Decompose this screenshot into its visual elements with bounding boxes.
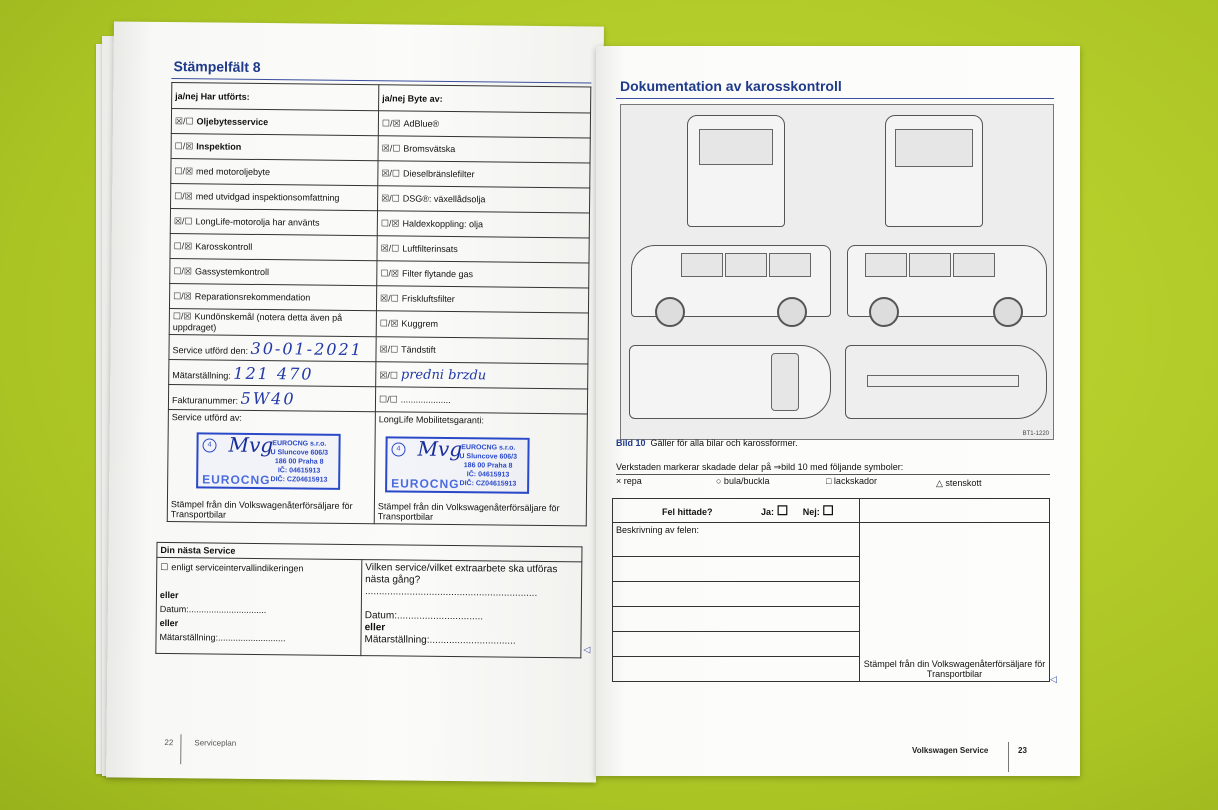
row-label: Karosskontroll xyxy=(195,240,253,252)
page-title: Stämpelfält 8 xyxy=(173,58,261,75)
stamp-logo: EUROCNG xyxy=(202,472,271,488)
service-date-value[interactable]: 30-01-2021 xyxy=(250,338,363,359)
checkbox-icon[interactable]: ☐ xyxy=(160,561,169,573)
chassis-frame xyxy=(867,375,1019,387)
checkbox-icon[interactable]: ☐/☒ xyxy=(173,265,193,276)
defect-table xyxy=(612,498,1050,682)
row-label: DSG®: växellådsolja xyxy=(402,192,486,204)
description-line[interactable] xyxy=(613,582,860,607)
side-window xyxy=(725,253,767,277)
meter-label: Mätarställning: xyxy=(172,369,231,381)
wheel xyxy=(777,297,807,327)
left-page xyxy=(106,21,604,782)
no-checkbox[interactable]: ☐ xyxy=(822,502,834,518)
next-service-left xyxy=(156,557,362,655)
rule xyxy=(616,474,1050,475)
symbol-scratch: × repa xyxy=(616,476,642,486)
row-label: Gassystemkontroll xyxy=(194,265,270,277)
row-label: Tändstift xyxy=(401,343,436,355)
checkbox-icon[interactable]: ☒/☐ xyxy=(379,343,399,354)
side-window xyxy=(909,253,951,277)
row-label: AdBlue® xyxy=(403,117,440,129)
checkbox-icon[interactable]: ☐/☐ xyxy=(378,393,398,404)
row-label: Haldexkoppling: olja xyxy=(402,217,484,229)
description-line[interactable] xyxy=(613,657,860,682)
row-label: Luftfilterinsats xyxy=(402,242,458,254)
side-window xyxy=(681,253,723,277)
row-label: med utvidgad inspektionsomfattning xyxy=(195,190,340,203)
symbol-dent: ○ bula/buckla xyxy=(716,476,770,486)
signature: Mvg xyxy=(228,432,274,458)
wheel xyxy=(869,297,899,327)
page-number: 22 xyxy=(164,738,174,748)
row-label: Reparationsrekommendation xyxy=(194,290,311,303)
or-label: eller xyxy=(159,617,179,629)
wheel xyxy=(993,297,1023,327)
dealer-stamp xyxy=(196,432,341,490)
checkbox-icon[interactable]: ☒/☐ xyxy=(380,292,399,303)
next-meter-field[interactable]: Mätarställning:............................... xyxy=(364,634,516,647)
page-label: Serviceplan xyxy=(194,738,237,748)
next-date-field[interactable]: Datum:............................... xyxy=(364,610,484,623)
stamp-number-icon: 4 xyxy=(391,442,405,456)
stamp-note: Stämpel från din Volkswagenåterförsäljare för Transportbilar xyxy=(170,499,353,520)
description-line[interactable] xyxy=(613,607,860,632)
next-answer-field[interactable]: .............................................................. xyxy=(364,586,538,599)
invoice-value[interactable]: 5W40 xyxy=(240,388,296,408)
side-window xyxy=(769,253,811,277)
checkbox-icon[interactable]: ☐/☒ xyxy=(381,117,401,128)
rear-window xyxy=(699,129,773,165)
row-label: Oljebytesservice xyxy=(196,115,269,127)
symbol-stone-chip: △ stenskott xyxy=(936,478,982,488)
defect-found-row xyxy=(613,499,860,523)
checkbox-icon[interactable]: ☒/☐ xyxy=(174,115,194,126)
diagram-code: BT1-1220 xyxy=(1022,431,1049,437)
next-option: enligt serviceintervallindikeringen xyxy=(171,562,304,574)
stamp-note: Stämpel från din Volkswagenåterförsäljare för Transportbilar xyxy=(377,501,560,522)
row-label: Filter flytande gas xyxy=(401,267,474,279)
checkbox-icon[interactable]: ☐/☒ xyxy=(379,318,399,329)
table-row xyxy=(167,410,587,526)
yes-checkbox[interactable]: ☐ xyxy=(776,502,789,518)
next-date-field[interactable]: Datum:............................... xyxy=(159,603,267,616)
col-header-done: ja/nej Har utförts: xyxy=(172,83,379,111)
footer-brand: Volkswagen Service xyxy=(912,746,989,755)
checkbox-icon[interactable]: ☐/☒ xyxy=(173,290,192,301)
next-service-table xyxy=(155,542,582,658)
longlife-label: LongLife Mobilitetsgaranti: xyxy=(378,414,484,426)
no-label: Nej: xyxy=(802,506,820,517)
stamp-cell-right xyxy=(374,412,587,526)
service-date-label: Service utförd den: xyxy=(172,344,249,356)
van-top-view[interactable] xyxy=(629,345,831,419)
row-label: Inspektion xyxy=(196,140,242,152)
checkbox-icon[interactable]: ☐/☒ xyxy=(173,240,193,251)
service-table xyxy=(167,82,592,526)
symbol-paint: □ lackskador xyxy=(826,476,877,486)
stamp-text: EUROCNG s.r.o. U Sluncove 606/3 186 00 Praha 8 IČ: 04615913 DIČ: CZ04615913 xyxy=(459,444,518,488)
next-service-title: Din nästa Service xyxy=(157,542,582,561)
row-label: med motoroljebyte xyxy=(196,165,271,177)
continue-arrow-icon: ◁ xyxy=(1050,674,1057,684)
checkbox-icon[interactable]: ☒/☐ xyxy=(379,369,398,380)
row-label: .................... xyxy=(400,393,451,405)
side-window xyxy=(953,253,995,277)
or-label: eller xyxy=(159,589,179,601)
figure-caption: Bild 10 Gäller för alla bilar och karossformer. xyxy=(616,438,798,448)
windshield xyxy=(895,129,973,167)
description-line[interactable] xyxy=(613,557,860,582)
row-label: Kuggrem xyxy=(401,318,439,329)
stamp-logo: EUROCNG xyxy=(391,476,460,492)
checkbox-icon[interactable]: ☐/☒ xyxy=(174,140,194,151)
footer-divider xyxy=(1008,742,1009,772)
instructions: Verkstaden markerar skadade delar på ⇒bild 10 med följande symboler: xyxy=(616,462,904,472)
checkbox-icon[interactable]: ☐/☒ xyxy=(174,190,193,201)
next-question: Vilken service/vilket extraarbete ska utföras nästa gång? xyxy=(365,562,558,586)
col-header-replaced: ja/nej Byte av: xyxy=(379,85,591,113)
empty-cell xyxy=(860,499,1050,523)
handwritten-item[interactable]: predni brzdu xyxy=(400,366,487,383)
yes-label: Ja: xyxy=(761,506,775,517)
stamp-text: EUROCNG s.r.o. U Sluncove 606/3 186 00 Praha 8 IČ: 04615913 DIČ: CZ04615913 xyxy=(270,440,329,484)
checkbox-icon[interactable]: ☐/☒ xyxy=(172,311,192,322)
row-label: Friskluftsfilter xyxy=(401,292,455,304)
or-label: eller xyxy=(364,622,386,634)
wheel xyxy=(655,297,685,327)
checkbox-icon[interactable]: ☐/☒ xyxy=(380,267,400,278)
row-label: Kundönskemål (notera detta även på uppdraget) xyxy=(172,311,343,333)
dealer-stamp xyxy=(385,436,530,494)
row-label: LongLife-motorolja har använts xyxy=(195,215,320,228)
checkbox-icon[interactable]: ☒/☐ xyxy=(381,142,401,153)
checkbox-icon[interactable]: ☐/☒ xyxy=(174,165,194,176)
continue-arrow-icon: ◁ xyxy=(583,644,591,655)
stamp-cell-left xyxy=(167,410,375,524)
checkbox-icon[interactable]: ☒/☐ xyxy=(380,242,400,253)
stamp-number-icon: 4 xyxy=(202,438,216,452)
section-title: Dokumentation av karosskontroll xyxy=(620,78,842,94)
description-line[interactable] xyxy=(613,632,860,657)
title-rule xyxy=(616,98,1054,99)
checkbox-icon[interactable]: ☐/☒ xyxy=(380,217,400,228)
row-label: Bromsvätska xyxy=(403,142,456,154)
stamp-area: Stämpel från din Volkswagenåterförsäljare för Transportbilar xyxy=(860,523,1050,682)
side-window xyxy=(865,253,907,277)
vehicle-diagram xyxy=(620,104,1054,440)
windshield-top xyxy=(771,353,799,411)
page-number: 23 xyxy=(1018,746,1027,755)
next-meter-field[interactable]: Mätarställning:........................... xyxy=(159,631,286,644)
description-label: Beskrivning av felen: xyxy=(613,523,860,557)
performed-by-label: Service utförd av: xyxy=(171,412,242,423)
checkbox-icon[interactable]: ☒/☐ xyxy=(173,215,193,226)
checkbox-icon[interactable]: ☒/☐ xyxy=(381,167,401,178)
next-service-right xyxy=(361,560,582,658)
invoice-label: Fakturanummer: xyxy=(171,394,239,406)
footer-divider xyxy=(180,734,181,764)
meter-value[interactable]: 121 470 xyxy=(233,363,314,384)
found-label: Fel hittade? xyxy=(662,506,713,517)
row-label: Dieselbränslefilter xyxy=(402,167,475,179)
signature: Mvg xyxy=(417,436,463,462)
checkbox-icon[interactable]: ☒/☐ xyxy=(381,192,400,203)
